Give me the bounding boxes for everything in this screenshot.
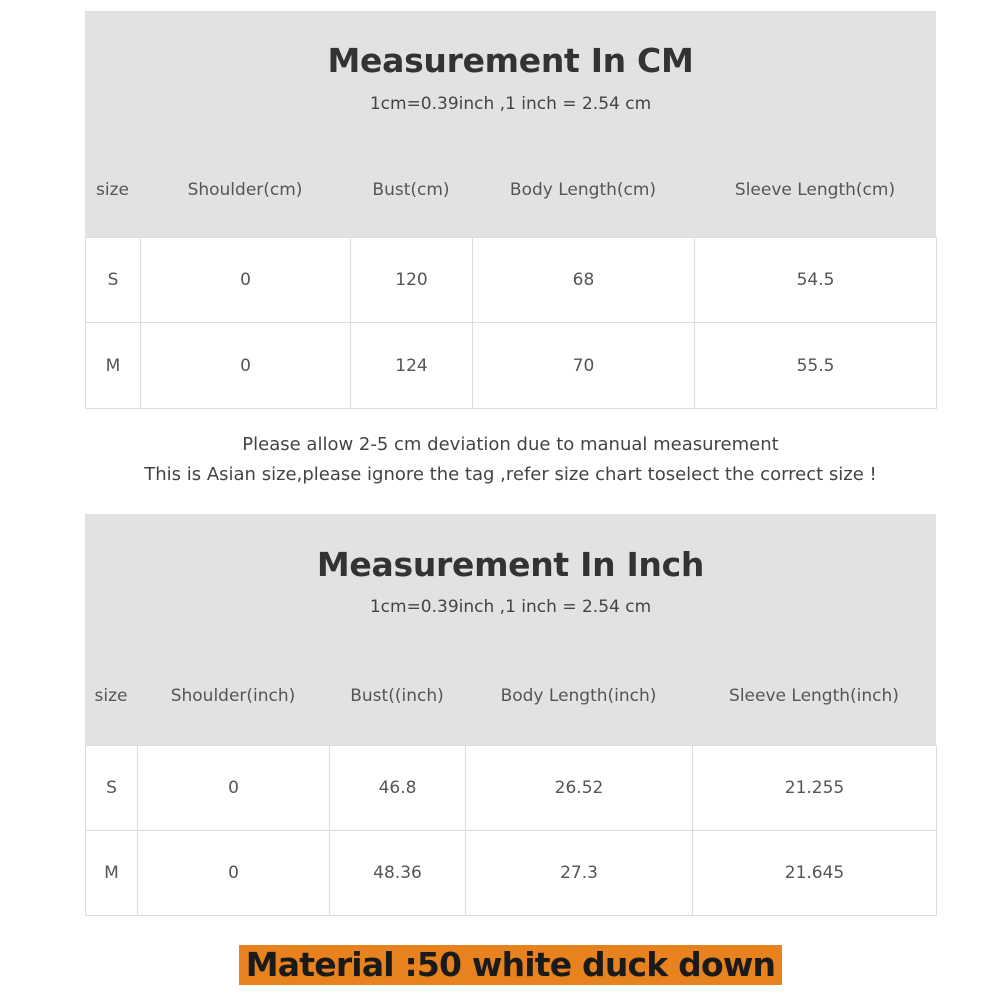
cm-header-size: size xyxy=(96,180,129,200)
deviation-note xyxy=(85,430,936,490)
bust-cell: 124 xyxy=(351,323,473,409)
inch-header-shoulder: Shoulder(inch) xyxy=(170,686,296,706)
body-length-cell: 26.52 xyxy=(466,746,693,831)
shoulder-cell: 0 xyxy=(138,831,330,916)
bust-cell: 46.8 xyxy=(330,746,466,831)
shoulder-cell: 0 xyxy=(141,323,351,409)
body-length-cell: 68 xyxy=(473,238,695,323)
cm-header-bust: Bust(cm) xyxy=(372,180,450,200)
table-row xyxy=(86,323,937,409)
sleeve-length-cell: 21.645 xyxy=(693,831,937,916)
table-row xyxy=(86,746,937,831)
cm-conversion-note: 1cm=0.39inch ,1 inch = 2.54 cm xyxy=(369,94,652,114)
inch-title: Measurement In Inch xyxy=(316,545,705,584)
inch-size-table xyxy=(85,745,937,916)
table-row xyxy=(86,831,937,916)
inch-section-header xyxy=(85,514,936,745)
cm-size-table xyxy=(85,237,937,409)
material-label: Material :50 white duck down xyxy=(239,945,782,985)
size-cell: S xyxy=(86,746,138,831)
inch-header-bust: Bust((inch) xyxy=(350,686,444,706)
sleeve-length-cell: 55.5 xyxy=(695,323,937,409)
size-cell: S xyxy=(86,238,141,323)
shoulder-cell: 0 xyxy=(141,238,351,323)
sleeve-length-cell: 54.5 xyxy=(695,238,937,323)
cm-header-sleeve-length: Sleeve Length(cm) xyxy=(734,180,896,200)
inch-conversion-note: 1cm=0.39inch ,1 inch = 2.54 cm xyxy=(369,597,652,617)
sleeve-length-cell: 21.255 xyxy=(693,746,937,831)
size-cell: M xyxy=(86,831,138,916)
cm-header-shoulder: Shoulder(cm) xyxy=(187,180,303,200)
body-length-cell: 70 xyxy=(473,323,695,409)
deviation-note-line-2: This is Asian size,please ignore the tag ,refer size chart toselect the correct size ! xyxy=(144,464,877,485)
cm-header-body-length: Body Length(cm) xyxy=(509,180,657,200)
deviation-note-line-1: Please allow 2-5 cm deviation due to manual measurement xyxy=(242,434,779,455)
bust-cell: 120 xyxy=(351,238,473,323)
table-row xyxy=(86,238,937,323)
inch-header-body-length: Body Length(inch) xyxy=(500,686,657,706)
shoulder-cell: 0 xyxy=(138,746,330,831)
inch-header-sleeve-length: Sleeve Length(inch) xyxy=(729,686,899,706)
size-cell: M xyxy=(86,323,141,409)
body-length-cell: 27.3 xyxy=(466,831,693,916)
cm-title: Measurement In CM xyxy=(327,41,694,80)
inch-header-size: size xyxy=(94,686,128,706)
bust-cell: 48.36 xyxy=(330,831,466,916)
cm-section-header xyxy=(85,11,936,237)
